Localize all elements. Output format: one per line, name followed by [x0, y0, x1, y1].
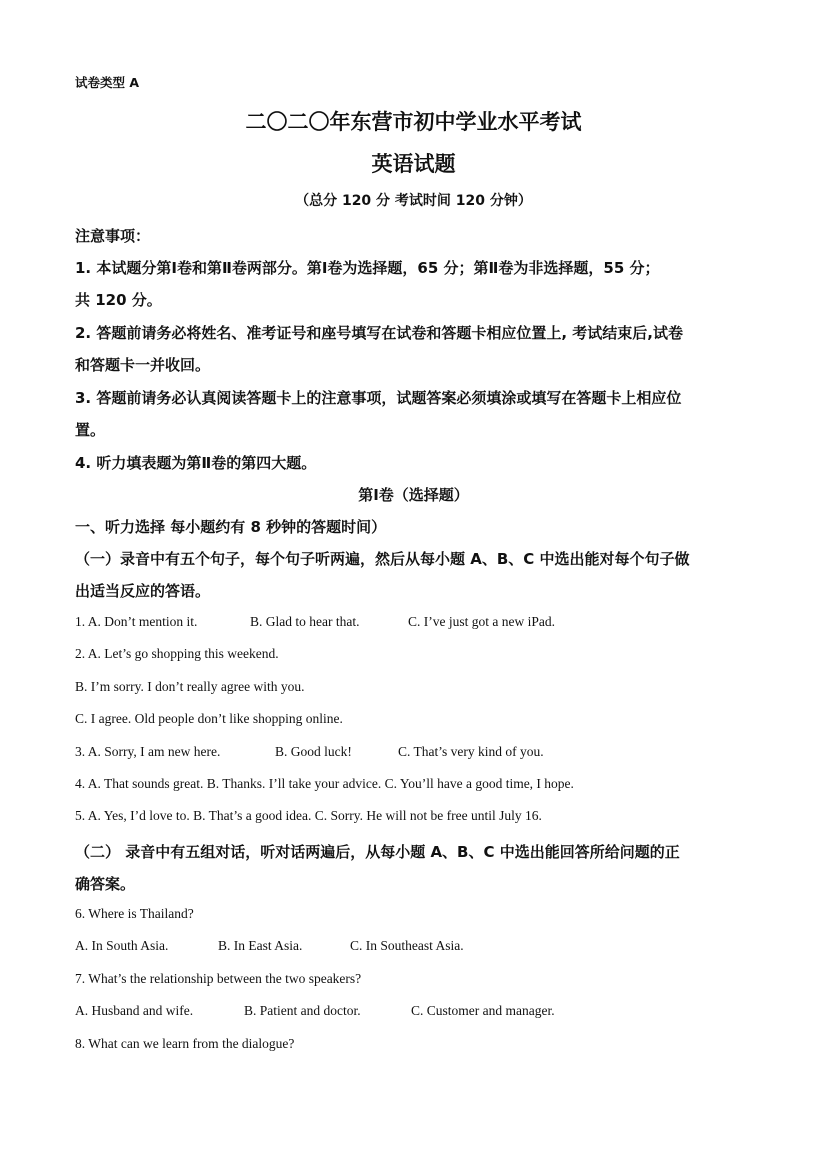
q1-option-b: B. Glad to hear that.	[250, 614, 360, 629]
q7-option-b: B. Patient and doctor.	[244, 1003, 361, 1018]
part1-title: 第Ⅰ卷（选择题）	[358, 486, 469, 504]
note-line: 2. 答题前请务必将姓名、准考证号和座号填写在试卷和答题卡相应位置上, 考试结束后,试卷	[75, 324, 683, 342]
q1-option-c: C. I’ve just got a new iPad.	[408, 614, 555, 629]
q5-options: 5. A. Yes, I’d love to. B. That’s a good idea. C. Sorry. He will not be free until July 16.	[75, 808, 542, 823]
q8-question: 8. What can we learn from the dialogue?	[75, 1036, 295, 1051]
q3-option-a: 3. A. Sorry, I am new here.	[75, 744, 221, 759]
q6-question: 6. Where is Thailand?	[75, 906, 194, 921]
q4-options: 4. A. That sounds great. B. Thanks. I’ll take your advice. C. You’ll have a good time, I hope.	[75, 776, 574, 791]
q2-option-b: B. I’m sorry. I don’t really agree with you.	[75, 679, 305, 694]
note-line: 共 120 分。	[75, 291, 162, 309]
section-heading: 一、听力选择 每小题约有 8 秒钟的答题时间）	[75, 518, 387, 536]
note-line: 和答题卡一并收回。	[75, 356, 211, 374]
subject-title: 英语试题	[371, 152, 456, 176]
q6-option-a: A. In South Asia.	[75, 938, 169, 953]
notes-heading: 注意事项：	[75, 227, 151, 245]
q6-option-b: B. In East Asia.	[218, 938, 303, 953]
q1-option-a: 1. A. Don’t mention it.	[75, 614, 198, 629]
q7-question: 7. What’s the relationship between the two speakers?	[75, 971, 362, 986]
note-line: 置。	[75, 421, 106, 439]
q3-option-b: B. Good luck!	[275, 744, 352, 759]
note-line: 4. 听力填表题为第Ⅱ卷的第四大题。	[75, 454, 317, 472]
exam-title: 二〇二〇年东营市初中学业水平考试	[245, 110, 582, 134]
q2-option-a: 2. A. Let’s go shopping this weekend.	[75, 646, 279, 661]
sub2-instructions-line: 确答案。	[75, 875, 136, 893]
q6-option-c: C. In Southeast Asia.	[350, 938, 464, 953]
q3-option-c: C. That’s very kind of you.	[398, 744, 544, 759]
sub2-instructions-line: （二） 录音中有五组对话，听对话两遍后，从每小题 A、B、C 中选出能回答所给问题的正	[75, 843, 680, 861]
sub1-instructions-line: 出适当反应的答语。	[75, 582, 211, 600]
sub1-instructions-line: （一）录音中有五个句子，每个句子听两遍，然后从每小题 A、B、C 中选出能对每个句子做	[75, 550, 690, 568]
q2-option-c: C. I agree. Old people don’t like shopping online.	[75, 711, 343, 726]
exam-info: （总分 120 分 考试时间 120 分钟）	[295, 193, 532, 209]
q7-option-c: C. Customer and manager.	[411, 1003, 555, 1018]
note-line: 1. 本试题分第Ⅰ卷和第Ⅱ卷两部分。第Ⅰ卷为选择题，65 分；第Ⅱ卷为非选择题，55 分；	[75, 259, 660, 277]
paper-type-label: 试卷类型 A	[75, 75, 140, 90]
note-line: 3. 答题前请务必认真阅读答题卡上的注意事项，试题答案必须填涂或填写在答题卡上相应位	[75, 389, 682, 407]
q7-option-a: A. Husband and wife.	[75, 1003, 194, 1018]
